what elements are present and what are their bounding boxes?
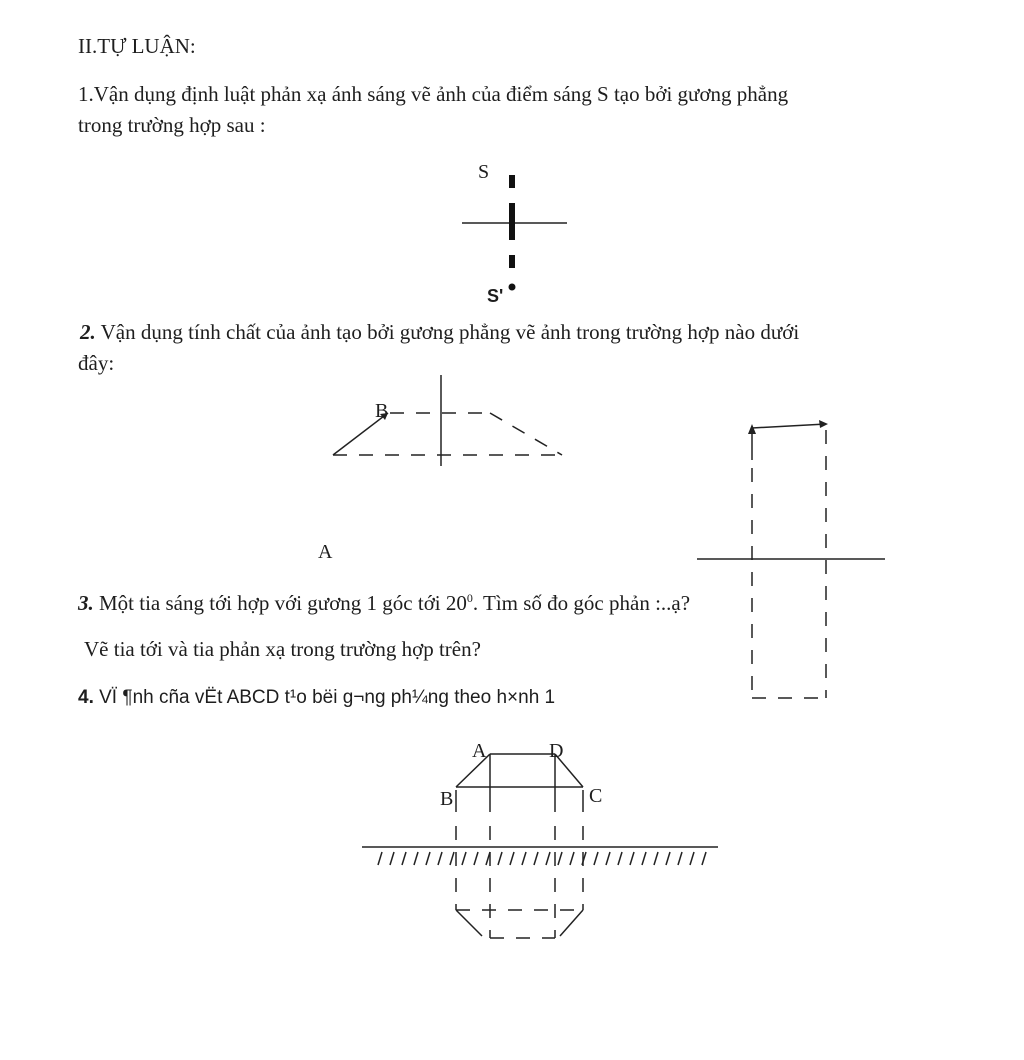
section-heading: II.TỰ LUẬN: [78, 34, 196, 58]
q4-mirror-hatching [378, 852, 706, 865]
q1-text-line2: trong trường hợp sau : [78, 113, 266, 137]
q4-label-a: A [472, 740, 487, 762]
q2-label-b: B [375, 400, 389, 422]
q1-label-s: S [478, 161, 490, 183]
q2-dashed-image [490, 413, 562, 455]
q4-label-b: B [440, 788, 454, 810]
q2r-object-arrow [752, 424, 826, 428]
figure-q2-right [697, 420, 885, 698]
q2-text: Vận dụng tính chất của ảnh tạo bởi gương phẳng vẽ ảnh trong trường hợp nào dưới [95, 320, 800, 344]
q2-text-line2: đây: [78, 351, 115, 375]
q3-text-a: Một tia sáng tới hợp với gương 1 góc tới 20 [93, 591, 467, 615]
q3-text-b: . Tìm số đo góc phản :..ạ? [472, 591, 691, 615]
q3-degree: 0 [466, 591, 473, 605]
q3-text-line2: Vẽ tia tới và tia phản xạ trong trường hợp trên? [84, 637, 481, 661]
figure-q2-left [333, 375, 562, 466]
q4-text-body: VÏ ¶nh cña vËt ABCD t¹o bëi g¬ng ph¼ng theo h×nh 1 [93, 687, 556, 708]
q4-image-dc [560, 910, 583, 936]
figure-q4 [362, 754, 718, 938]
q4-image-ab [456, 910, 482, 936]
q4-label-c: C [589, 785, 603, 807]
q4-label-d: D [549, 740, 564, 762]
q2-number: 2. [80, 320, 96, 344]
q4-number: 4. [78, 687, 94, 708]
q3-number: 3. [78, 591, 94, 615]
q2-label-a: A [318, 541, 333, 563]
q1-text-line1: 1.Vận dụng định luật phản xạ ánh sáng vẽ ảnh của điểm sáng S tạo bởi gương phẳng [78, 82, 789, 106]
q1-image-point [509, 284, 516, 291]
q2r-arrowhead-right [819, 420, 828, 428]
figure-q1 [462, 175, 567, 291]
q1-label-s-image: S' [487, 286, 504, 306]
